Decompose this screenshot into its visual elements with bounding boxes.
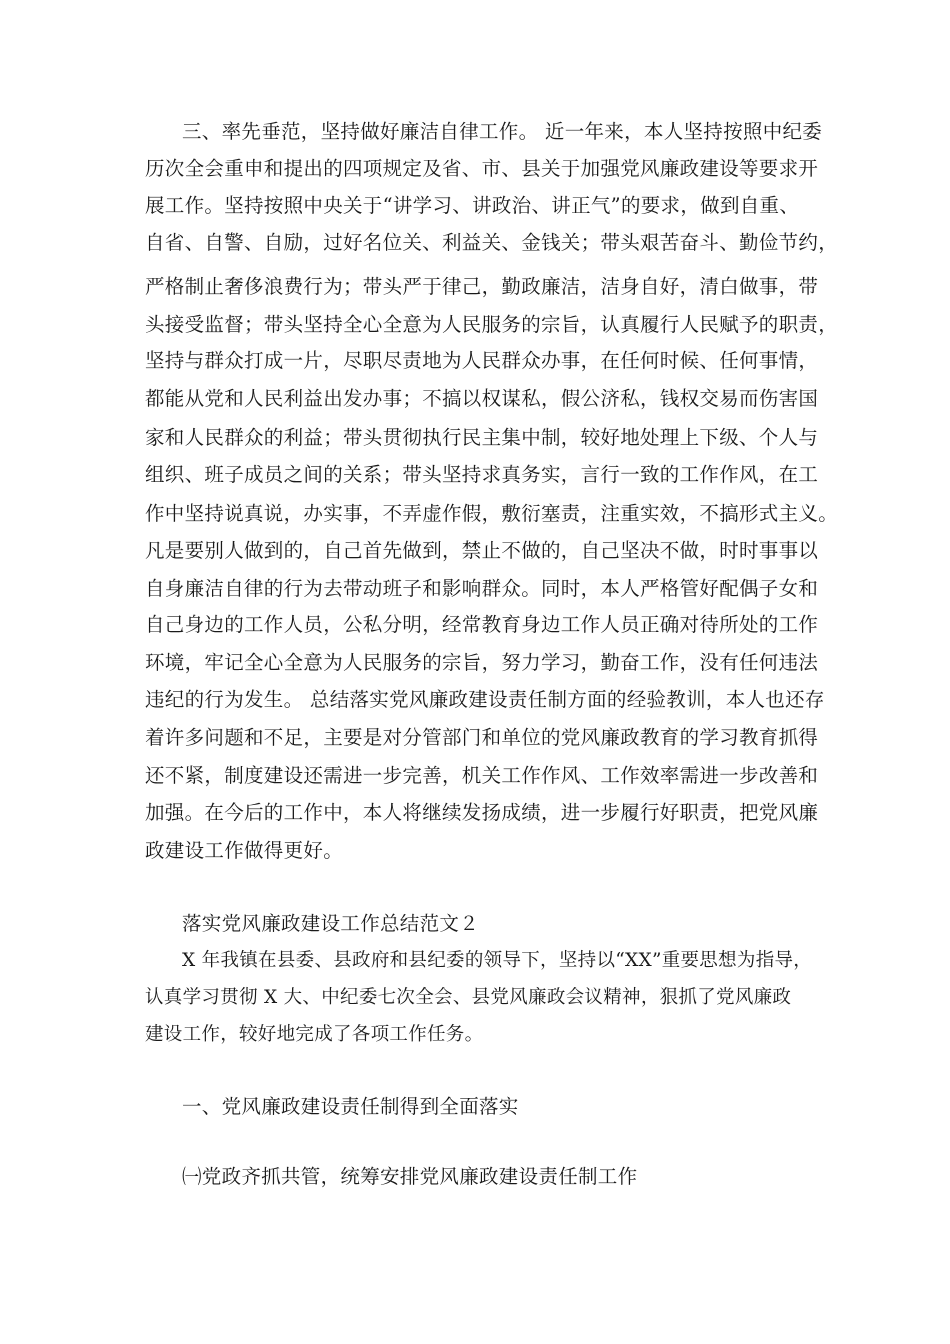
- subheading-party-government: ㈠党政齐抓共管，统筹安排党风廉政建设责任制工作: [182, 1165, 638, 1188]
- text-line: 组织、班子成员之间的关系；带头坚持求真务实，言行一致的工作作风，在工: [145, 463, 819, 486]
- text-line: 政建设工作做得更好。: [145, 839, 344, 862]
- text-line: 着许多问题和不足，主要是对分管部门和单位的党风廉政教育的学习教育抓得: [145, 726, 819, 749]
- text-line: 环境，牢记全心全意为人民服务的宗旨，努力学习，勤奋工作，没有任何违法: [145, 651, 819, 674]
- heading-responsibility-system: 一、党风廉政建设责任制得到全面落实: [182, 1095, 519, 1118]
- text-line: 头接受监督；带头坚持全心全意为人民服务的宗旨，认真履行人民赋予的职责，: [145, 313, 839, 336]
- section-title: 落实党风廉政建设工作总结范文２: [182, 912, 480, 935]
- text-line: 三、率先垂范，坚持做好廉洁自律工作。 近一年来，本人坚持按照中纪委: [182, 120, 823, 143]
- text-line: 严格制止奢侈浪费行为；带头严于律己，勤政廉洁，洁身自好，清白做事，带: [145, 275, 819, 298]
- text-line: 违纪的行为发生。 总结落实党风廉政建设责任制方面的经验教训，本人也还存: [145, 688, 825, 711]
- text-line: 建设工作，较好地完成了各项工作任务。: [145, 1024, 484, 1045]
- text-line: 展工作。坚持按照中央关于“讲学习、讲政治、讲正气”的要求，做到自重、: [145, 194, 800, 217]
- text-line: 加强。在今后的工作中，本人将继续发扬成绩，进一步履行好职责，把党风廉: [145, 801, 819, 824]
- text-line: X 年我镇在县委、县政府和县纪委的领导下，坚持以“XX”重要思想为指导，: [182, 950, 813, 971]
- text-line: 坚持与群众打成一片，尽职尽责地为人民群众办事，在任何时候、任何事情，: [145, 349, 819, 372]
- text-line: 还不紧，制度建设还需进一步完善，机关工作作风、工作效率需进一步改善和: [145, 764, 819, 787]
- text-line: 历次全会重申和提出的四项规定及省、市、县关于加强党风廉政建设等要求开: [145, 157, 819, 180]
- text-line: 自身廉洁自律的行为去带动班子和影响群众。同时，本人严格管好配偶子女和: [145, 577, 819, 600]
- text-line: 家和人民群众的利益；带头贯彻执行民主集中制，较好地处理上下级、个人与: [145, 426, 819, 449]
- text-line: 自己身边的工作人员，公私分明，经常教育身边工作人员正确对待所处的工作: [145, 613, 819, 636]
- text-line: 凡是要别人做到的，自己首先做到，禁止不做的，自己坚决不做，时时事事以: [145, 539, 819, 562]
- text-line: 都能从党和人民利益出发办事；不搞以权谋私，假公济私，钱权交易而伤害国: [145, 387, 819, 410]
- text-line: 作中坚持说真说，办实事，不弄虚作假，敷衍塞责，注重实效，不搞形式主义。: [145, 502, 839, 525]
- text-line: 认真学习贯彻 X 大、中纪委七次全会、县党风廉政会议精神，狠抓了党风廉政: [145, 987, 792, 1008]
- text-line: 自省、自警、自励，过好名位关、利益关、金钱关；带头艰苦奋斗、勤俭节约，: [145, 231, 839, 254]
